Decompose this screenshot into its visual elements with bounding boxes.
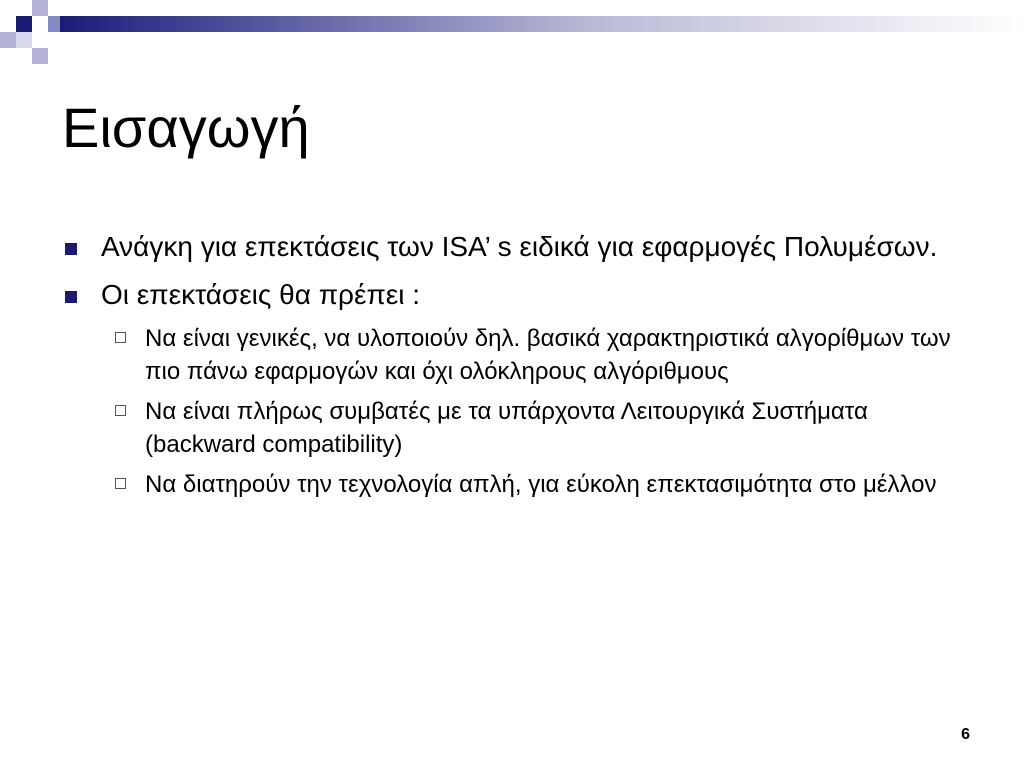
decor-square-dark bbox=[16, 16, 32, 32]
square-bullet-icon bbox=[65, 243, 77, 255]
decor-square-light-left bbox=[0, 32, 16, 48]
subbullet-text: Να διατηρούν την τεχνολογία απλή, για εύκολη επεκτασιμότητα στο μέλλον bbox=[145, 471, 937, 498]
bullet-item-1 bbox=[62, 226, 962, 268]
decor-square-light-bottom bbox=[32, 48, 48, 64]
header-gradient-bar bbox=[60, 16, 1024, 32]
square-bullet-icon bbox=[65, 291, 77, 303]
bullet-text: Ανάγκη για επεκτάσεις των ISA’ s ειδικά για εφαρμογές Πολυμέσων. bbox=[101, 231, 938, 262]
page-number: 6 bbox=[961, 726, 970, 743]
subbullet-item-3 bbox=[62, 468, 962, 501]
hollow-square-bullet-icon bbox=[115, 405, 126, 416]
decor-square-pale bbox=[16, 32, 32, 48]
subbullet-item-1 bbox=[62, 322, 962, 388]
decor-square-light-top bbox=[32, 0, 48, 16]
subbullet-text: Να είναι γενικές, να υλοποιούν δηλ. βασικά χαρακτηριστικά αλγορίθμων των πιο πάνω εφαρμογών και όχι ολόκληρους αλγόριθμους bbox=[145, 325, 951, 385]
hollow-square-bullet-icon bbox=[115, 478, 126, 489]
subbullet-item-2 bbox=[62, 395, 962, 461]
slide-title: Εισαγωγή bbox=[62, 96, 310, 159]
bullet-item-2 bbox=[62, 274, 962, 316]
slide-body bbox=[62, 226, 962, 508]
bullet-text: Οι επεκτάσεις θα πρέπει : bbox=[101, 279, 421, 310]
hollow-square-bullet-icon bbox=[115, 332, 126, 343]
subbullet-text: Να είναι πλήρως συμβατές με τα υπάρχοντα Λειτουργικά Συστήματα (backward compatibility) bbox=[145, 398, 868, 458]
